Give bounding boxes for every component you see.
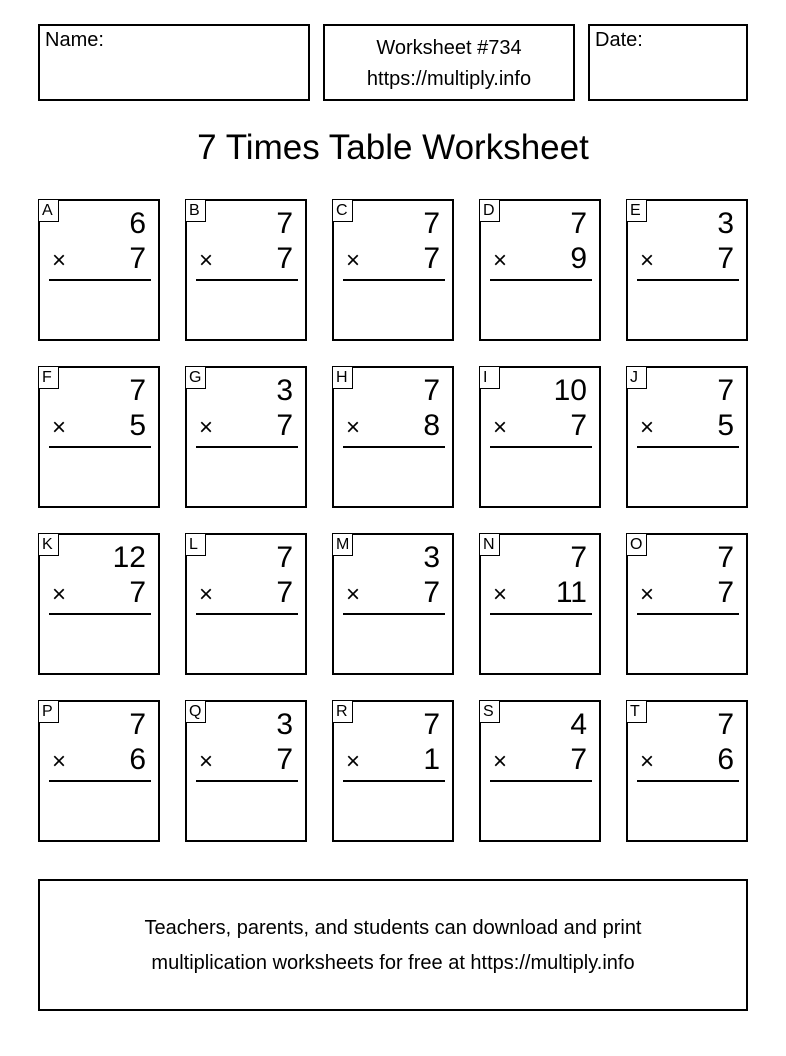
problem-letter: J [626, 366, 647, 389]
problem-box[interactable] [185, 533, 307, 675]
website-url: https://multiply.info [366, 68, 532, 90]
times-icon: × [640, 247, 655, 274]
name-label: Name: [45, 29, 104, 51]
problem-letter: G [185, 366, 206, 389]
times-icon: × [199, 748, 214, 775]
times-icon: × [199, 414, 214, 441]
problem-letter: M [332, 533, 353, 556]
answer-line [637, 279, 739, 281]
problem-letter: T [626, 700, 647, 723]
problem-box[interactable] [479, 366, 601, 508]
problem-box[interactable] [626, 199, 748, 341]
times-icon: × [52, 581, 67, 608]
multiplicand: 7 [717, 374, 734, 407]
answer-line [49, 613, 151, 615]
problem-box[interactable] [626, 366, 748, 508]
problem-box[interactable] [479, 199, 601, 341]
date-field-box[interactable] [588, 24, 748, 101]
multiplicand: 3 [423, 541, 440, 574]
multiplicand: 7 [276, 541, 293, 574]
multiplier: 7 [129, 576, 146, 609]
problem-box[interactable] [38, 533, 160, 675]
multiplier: 7 [423, 242, 440, 275]
problem-box[interactable] [479, 533, 601, 675]
problem-letter: H [332, 366, 353, 389]
multiplier: 7 [276, 743, 293, 776]
answer-line [196, 446, 298, 448]
answer-line [343, 613, 445, 615]
problem-letter: R [332, 700, 353, 723]
multiplicand: 12 [112, 541, 146, 574]
answer-line [343, 446, 445, 448]
multiplicand: 7 [570, 207, 587, 240]
times-icon: × [493, 748, 508, 775]
worksheet-number: Worksheet #734 [376, 37, 522, 59]
problem-box[interactable] [332, 199, 454, 341]
multiplier: 7 [276, 242, 293, 275]
page-title: 7 Times Table Worksheet [197, 128, 589, 167]
worksheet-info-box [323, 24, 575, 101]
multiplier: 7 [717, 576, 734, 609]
footer-text-line-1: Teachers, parents, and students can download and print [144, 917, 642, 939]
multiplicand: 7 [423, 374, 440, 407]
multiplier: 7 [570, 409, 587, 442]
times-icon: × [346, 247, 361, 274]
problem-box[interactable] [626, 533, 748, 675]
problem-box[interactable] [185, 199, 307, 341]
multiplier: 11 [555, 576, 587, 609]
answer-line [343, 279, 445, 281]
problem-box[interactable] [185, 366, 307, 508]
problem-letter: O [626, 533, 647, 556]
problem-letter: I [479, 366, 500, 389]
answer-line [196, 780, 298, 782]
problem-box[interactable] [38, 366, 160, 508]
multiplier: 7 [570, 743, 587, 776]
multiplier: 5 [129, 409, 146, 442]
times-icon: × [493, 581, 508, 608]
name-field-box[interactable] [38, 24, 310, 101]
times-icon: × [52, 247, 67, 274]
problem-letter: C [332, 199, 353, 222]
problem-box[interactable] [626, 700, 748, 842]
problem-letter: F [38, 366, 59, 389]
times-icon: × [346, 414, 361, 441]
problem-box[interactable] [332, 533, 454, 675]
problem-letter: K [38, 533, 59, 556]
multiplier: 7 [423, 576, 440, 609]
problem-letter: N [479, 533, 500, 556]
multiplicand: 10 [553, 374, 587, 407]
answer-line [196, 613, 298, 615]
problem-letter: E [626, 199, 647, 222]
answer-line [637, 613, 739, 615]
multiplicand: 3 [717, 207, 734, 240]
multiplier: 1 [423, 743, 440, 776]
problem-letter: S [479, 700, 500, 723]
multiplier: 7 [276, 409, 293, 442]
answer-line [490, 446, 592, 448]
multiplicand: 7 [570, 541, 587, 574]
answer-line [490, 279, 592, 281]
times-icon: × [493, 414, 508, 441]
problem-letter: A [38, 199, 59, 222]
answer-line [490, 613, 592, 615]
multiplier: 8 [423, 409, 440, 442]
multiplicand: 7 [129, 708, 146, 741]
times-icon: × [199, 581, 214, 608]
times-icon: × [493, 247, 508, 274]
multiplicand: 7 [717, 708, 734, 741]
answer-line [49, 446, 151, 448]
date-label: Date: [595, 29, 643, 51]
answer-line [196, 279, 298, 281]
multiplier: 6 [129, 743, 146, 776]
problem-letter: L [185, 533, 206, 556]
multiplicand: 3 [276, 374, 293, 407]
times-icon: × [640, 748, 655, 775]
answer-line [49, 279, 151, 281]
multiplier: 7 [129, 242, 146, 275]
problem-letter: Q [185, 700, 206, 723]
multiplicand: 7 [717, 541, 734, 574]
multiplicand: 7 [423, 708, 440, 741]
problem-box[interactable] [479, 700, 601, 842]
multiplier: 5 [717, 409, 734, 442]
times-icon: × [640, 581, 655, 608]
footer-box [38, 879, 748, 1011]
problem-box[interactable] [185, 700, 307, 842]
problem-box[interactable] [38, 700, 160, 842]
answer-line [343, 780, 445, 782]
answer-line [637, 446, 739, 448]
problem-letter: D [479, 199, 500, 222]
answer-line [490, 780, 592, 782]
multiplier: 9 [570, 242, 587, 275]
multiplicand: 4 [570, 708, 587, 741]
times-icon: × [640, 414, 655, 441]
multiplier: 7 [276, 576, 293, 609]
multiplier: 6 [717, 743, 734, 776]
answer-line [637, 780, 739, 782]
multiplicand: 6 [129, 207, 146, 240]
times-icon: × [346, 748, 361, 775]
multiplier: 7 [717, 242, 734, 275]
answer-line [49, 780, 151, 782]
times-icon: × [199, 247, 214, 274]
times-icon: × [52, 414, 67, 441]
multiplicand: 7 [423, 207, 440, 240]
problem-box[interactable] [332, 366, 454, 508]
problem-box[interactable] [38, 199, 160, 341]
problem-box[interactable] [332, 700, 454, 842]
multiplicand: 7 [129, 374, 146, 407]
problem-letter: B [185, 199, 206, 222]
multiplicand: 3 [276, 708, 293, 741]
problem-letter: P [38, 700, 59, 723]
footer-text-line-2: multiplication worksheets for free at https://multiply.info [151, 952, 635, 974]
times-icon: × [52, 748, 67, 775]
times-icon: × [346, 581, 361, 608]
multiplicand: 7 [276, 207, 293, 240]
